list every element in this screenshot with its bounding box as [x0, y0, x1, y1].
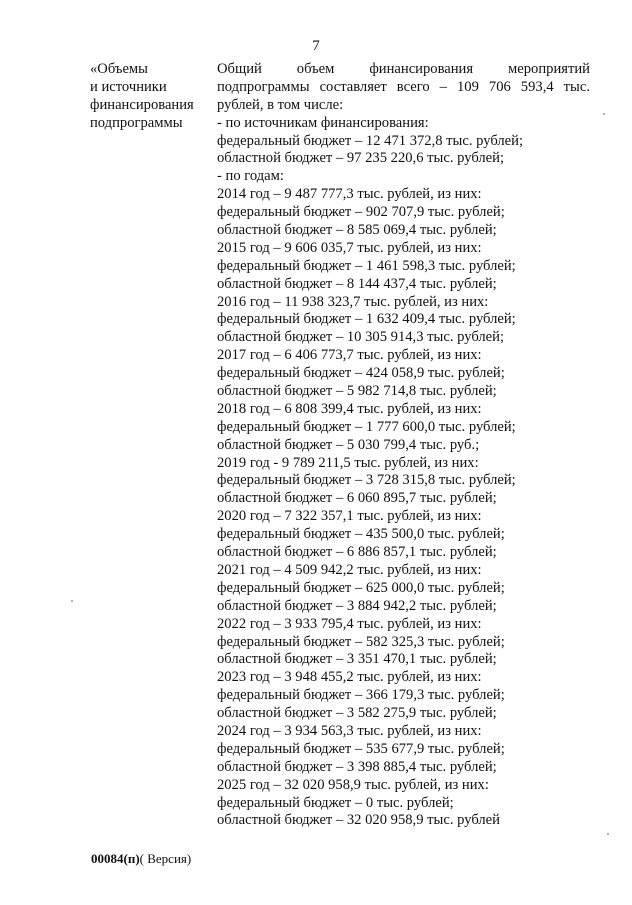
scan-speck	[603, 113, 605, 115]
financing-line: 2019 год - 9 789 211,5 тыс. рублей, из них:	[217, 454, 479, 471]
financing-lines	[217, 115, 590, 831]
intro-word: мероприятий	[508, 61, 590, 77]
intro-word: 109	[456, 78, 479, 95]
financing-line: федеральный бюджет – 435 500,0 тыс. рублей;	[217, 526, 505, 543]
financing-line: областной бюджет – 8 585 069,4 тыс. рублей;	[217, 222, 497, 239]
intro-word: 593,4	[520, 78, 554, 95]
financing-line: областной бюджет – 3 351 470,1 тыс. рублей;	[217, 651, 497, 668]
financing-line: федеральный бюджет – 1 632 409,4 тыс. рублей;	[217, 311, 516, 328]
document-version: ( Версия)	[139, 851, 192, 866]
financing-line: 2015 год – 9 606 035,7 тыс. рублей, из них:	[217, 239, 482, 256]
intro-line-1	[217, 61, 590, 79]
financing-line: 2016 год – 11 938 323,7 тыс. рублей, из них:	[217, 293, 489, 310]
financing-line: областной бюджет – 5 030 799,4 тыс. руб.;	[217, 436, 480, 453]
intro-word: подпрограммы	[217, 78, 310, 95]
financing-line: 2022 год – 3 933 795,4 тыс. рублей, из них:	[217, 615, 482, 632]
financing-line: 2017 год – 6 406 773,7 тыс. рублей, из них:	[217, 347, 482, 364]
financing-line: областной бюджет – 6 886 857,1 тыс. рублей;	[217, 544, 497, 561]
intro-word: объем	[296, 61, 335, 77]
financing-line: областной бюджет – 3 398 885,4 тыс. рублей;	[217, 758, 497, 775]
intro-word: 706	[488, 78, 511, 95]
financing-line: федеральный бюджет – 1 461 598,3 тыс. рублей;	[217, 257, 516, 274]
scan-speck	[71, 600, 73, 602]
financing-line: - по годам:	[217, 168, 284, 185]
scan-speck	[607, 833, 609, 835]
financing-line: 2025 год – 32 020 958,9 тыс. рублей, из них:	[217, 776, 489, 793]
document-footer	[91, 851, 191, 867]
financing-line: 2023 год – 3 948 455,2 тыс. рублей, из них:	[217, 669, 482, 686]
section-label	[90, 61, 212, 133]
intro-word: тыс.	[563, 78, 590, 95]
financing-line: федеральный бюджет – 902 707,9 тыс. рублей;	[217, 204, 505, 221]
section-label-line: «Объемы	[90, 61, 148, 77]
intro-word: финансирования	[369, 61, 474, 77]
financing-line: областной бюджет – 97 235 220,6 тыс. рублей;	[217, 150, 505, 167]
financing-line: областной бюджет – 5 982 714,8 тыс. рублей;	[217, 383, 497, 400]
financing-line: федеральный бюджет – 3 728 315,8 тыс. рублей;	[217, 472, 516, 489]
section-label-line: подпрограммы	[90, 114, 183, 131]
financing-line: областной бюджет – 3 884 942,2 тыс. рублей;	[217, 597, 497, 614]
financing-line: областной бюджет – 6 060 895,7 тыс. рублей;	[217, 490, 497, 507]
financing-line: областной бюджет – 8 144 437,4 тыс. рублей;	[217, 275, 497, 292]
financing-line: федеральный бюджет – 535 677,9 тыс. рублей;	[217, 740, 505, 757]
page-number: 7	[312, 38, 320, 54]
financing-line: федеральный бюджет – 625 000,0 тыс. рублей;	[217, 579, 505, 596]
financing-line: областной бюджет – 32 020 958,9 тыс. рублей	[217, 812, 500, 829]
financing-line: федеральный бюджет – 582 325,3 тыс. рублей;	[217, 633, 505, 650]
financing-line: 2018 год – 6 808 399,4 тыс. рублей, из них:	[217, 400, 482, 417]
financing-line: федеральный бюджет – 366 179,3 тыс. рублей;	[217, 687, 505, 704]
document-code: 00084(п)	[91, 851, 140, 866]
intro-line-3: рублей, в том числе:	[217, 96, 344, 113]
intro-word: –	[439, 78, 447, 95]
financing-line: федеральный бюджет – 12 471 372,8 тыс. рублей;	[217, 132, 524, 149]
financing-line: 2014 год – 9 487 777,3 тыс. рублей, из них:	[217, 186, 482, 203]
section-label-line: и источники	[90, 78, 167, 95]
financing-line: федеральный бюджет – 0 тыс. рублей;	[217, 794, 454, 811]
financing-line: федеральный бюджет – 1 777 600,0 тыс. рублей;	[217, 418, 516, 435]
financing-line: 2020 год – 7 322 357,1 тыс. рублей, из них:	[217, 508, 482, 525]
financing-line: 2024 год – 3 934 563,3 тыс. рублей, из них:	[217, 722, 482, 739]
intro-word: Общий	[217, 61, 262, 77]
intro-word: составляет	[319, 78, 387, 95]
section-label-line: финансирования	[90, 96, 194, 113]
financing-line: областной бюджет – 3 582 275,9 тыс. рублей;	[217, 705, 497, 722]
financing-line: областной бюджет – 10 305 914,3 тыс. рублей;	[217, 329, 505, 346]
intro-line-2	[217, 79, 590, 97]
intro-word: всего	[396, 78, 430, 95]
financing-line: федеральный бюджет – 424 058,9 тыс. рублей;	[217, 365, 505, 382]
financing-line: - по источникам финансирования:	[217, 114, 429, 131]
financing-line: 2021 год – 4 509 942,2 тыс. рублей, из них:	[217, 561, 482, 578]
financing-details	[217, 61, 590, 830]
